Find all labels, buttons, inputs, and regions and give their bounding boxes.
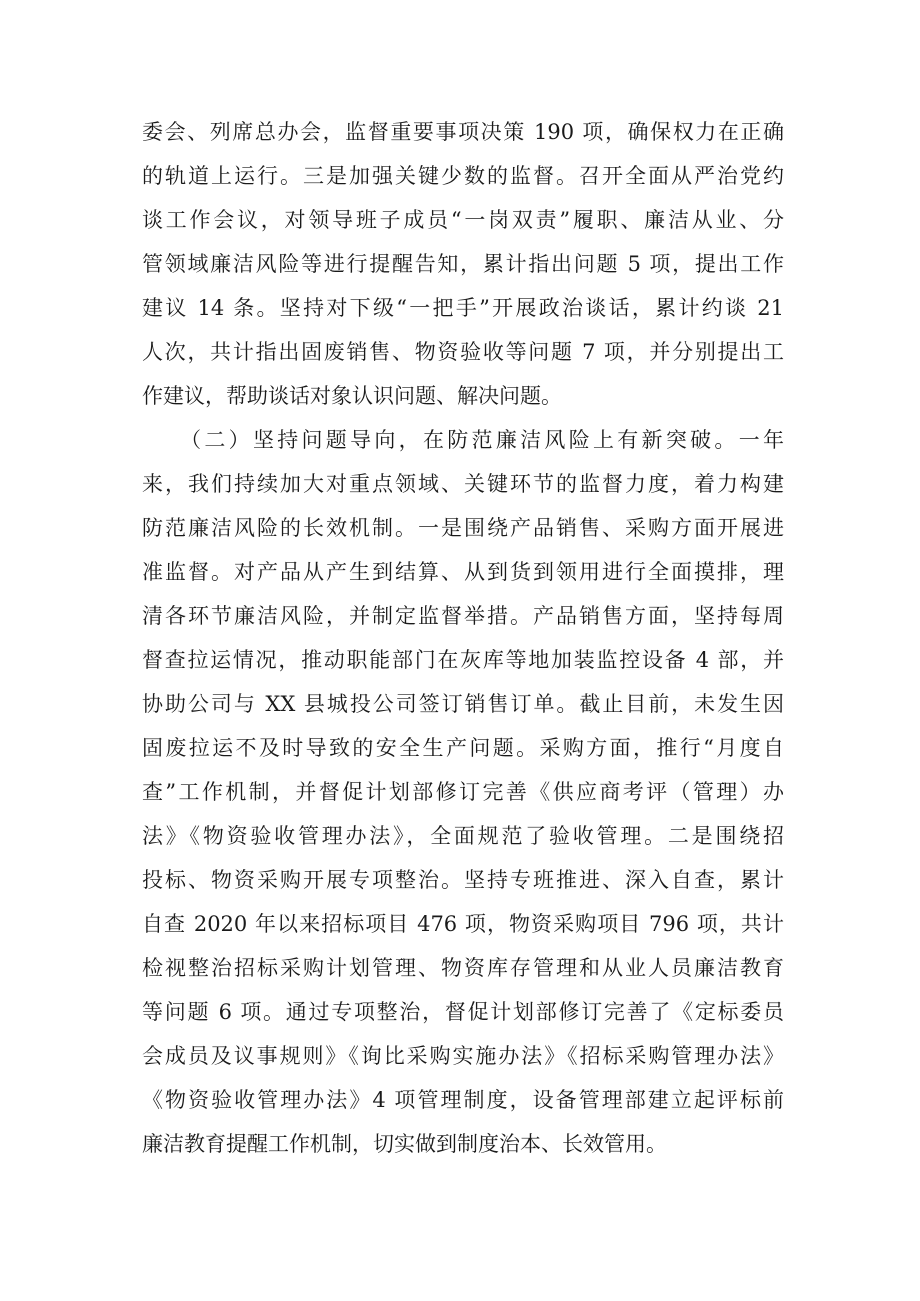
text-line: 准监督。对产品从产生到结算、从到货到领用进行全面摸排，理: [142, 560, 784, 584]
text-line: 法》《物资验收管理办法》，全面规范了验收管理。二是围绕招: [142, 824, 784, 848]
text-line: 作建议，帮助谈话对象认识问题、解决问题。: [142, 384, 562, 408]
text-line: 防范廉洁风险的长效机制。一是围绕产品销售、采购方面开展进: [142, 516, 784, 540]
text-line: 检视整治招标采购计划管理、物资库存管理和从业人员廉洁教育: [142, 956, 784, 980]
text-line: 自查 2020 年以来招标项目 476 项，物资采购项目 796 项，共计: [142, 912, 784, 936]
text-line: 建议 14 条。坚持对下级“一把手”开展政治谈话，累计约谈 21: [142, 296, 784, 320]
text-line: 谈工作会议，对领导班子成员“一岗双责”履职、廉洁从业、分: [142, 208, 784, 232]
text-line: 督查拉运情况，推动职能部门在灰库等地加装监控设备 4 部，并: [142, 648, 784, 672]
text-line: 管领域廉洁风险等进行提醒告知，累计指出问题 5 项，提出工作: [142, 252, 784, 276]
text-line: 《物资验收管理办法》4 项管理制度，设备管理部建立起评标前: [142, 1088, 784, 1112]
text-line: 廉洁教育提醒工作机制，切实做到制度治本、长效管用。: [142, 1132, 667, 1156]
text-line: 委会、列席总办会，监督重要事项决策 190 项，确保权力在正确: [142, 120, 784, 144]
body-text: [142, 110, 784, 1166]
text-line: 清各环节廉洁风险，并制定监督举措。产品销售方面，坚持每周: [142, 604, 784, 628]
text-line: 固废拉运不及时导致的安全生产问题。采购方面，推行“月度自: [142, 736, 784, 760]
text-line: （二）坚持问题导向，在防范廉洁风险上有新突破。一年: [142, 428, 784, 452]
text-line: 投标、物资采购开展专项整治。坚持专班推进、深入自查，累计: [142, 868, 784, 892]
text-line: 查”工作机制，并督促计划部修订完善《供应商考评（管理）办: [142, 780, 784, 804]
text-line: 协助公司与 XX 县城投公司签订销售订单。截止目前，未发生因: [142, 692, 784, 716]
text-line: 等问题 6 项。通过专项整治，督促计划部修订完善了《定标委员: [142, 1000, 784, 1024]
text-line: 人次，共计指出固废销售、物资验收等问题 7 项，并分别提出工: [142, 340, 784, 364]
paragraph-1: [142, 110, 784, 418]
text-line: 会成员及议事规则》《询比采购实施办法》《招标采购管理办法》: [142, 1044, 784, 1068]
text-line: 的轨道上运行。三是加强关键少数的监督。召开全面从严治党约: [142, 164, 784, 188]
text-line: 来，我们持续加大对重点领域、关键环节的监督力度，着力构建: [142, 472, 784, 496]
paragraph-2: [142, 418, 784, 1166]
